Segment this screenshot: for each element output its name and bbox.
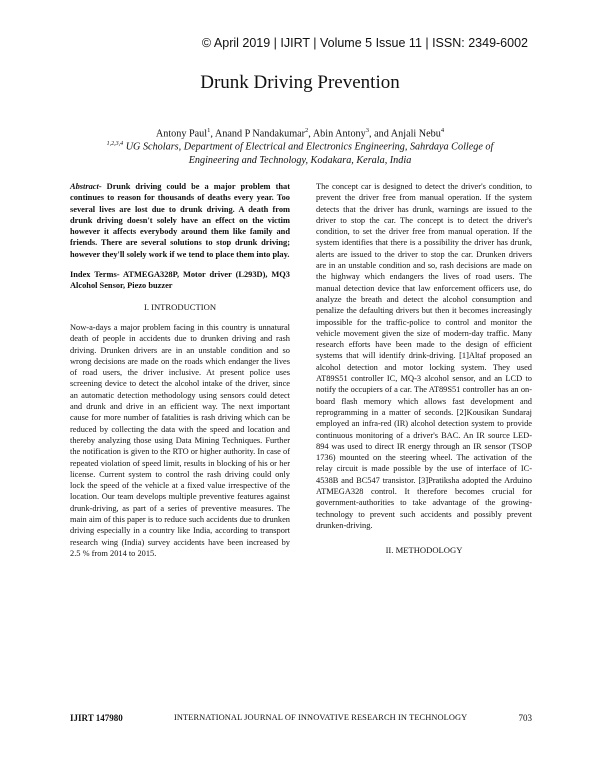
author-sup: 2: [305, 127, 309, 134]
author-sup: 1: [207, 127, 211, 134]
author-name: Antony Paul: [155, 128, 208, 140]
author-name: , and Anjali Nebu: [369, 128, 441, 140]
section-heading-introduction: I. INTRODUCTION: [143, 301, 217, 312]
author-name: , Abin Antony: [308, 128, 366, 140]
section-heading-methodology: II. METHODOLOGY: [385, 545, 463, 556]
abstract-label: Abstract-: [70, 182, 102, 191]
footer-paper-id: IJIRT 147980: [70, 713, 123, 723]
introduction-paragraph: Now-a-days a major problem facing in this country is unnatural death of people in accidents due to drunken driving and rash driving. Drunken drivers are in an unstable condition and so wrong decisions are made on the roads which endanger the lives of road users, the driver inclusive. At present police uses screening device to detect the alcohol intake of the driver, since an automatic detection methodology using sensors could detect and drunk and drive in an efficient way. The next important cause for more number of fatalities is rash driving which can be reduced by collecting the data with the speed and location and thereby analyzing those using Data Mining Techniques. Further the notification is given to the RTO or higher authority. In case of repeated violation of speed limit, results in blocking of his or her license. Current system to control the rash driving could only lock the speed of the vehicle at a fixed value irrespective of the location. Our team develops multiple preventive features against drunk-driving, as part of a series of preventive measures. The main aim of this paper is to reduce such accidents due to drunken driving especially in a country like India, according to transport research wing (India) survey accidents have been increased by 2.5 % from 2014 to 2015.: [70, 322, 290, 558]
footer-journal-name: INTERNATIONAL JOURNAL OF INNOVATIVE RESEARCH IN TECHNOLOGY: [174, 713, 468, 722]
index-terms: Index Terms- ATMEGA328P, Motor driver (L293D), MQ3 Alcohol Sensor, Piezo buzzer: [70, 270, 290, 291]
right-column: [316, 181, 532, 566]
affiliation-sup: 1,2,3,4: [106, 141, 124, 147]
abstract: [70, 181, 290, 260]
left-column: [70, 181, 290, 559]
author-sup: 3: [365, 127, 369, 134]
right-column-paragraph: The concept car is designed to detect the driver's condition, to prevent the driver free from manual operation. If the system detects that the driver has drunk, warnings are issued to the driver to stop the car. The concept is to detect the driver's condition, to set the driver free from manual operation. If the system identifies that there is a possibility the driver has drunk, alerts are issued to the driver to stop the car. Drunken drivers are in an unstable condition and so, rash decisions are made on the highway which endangers the lives of road users. The manual detection device that law enforcement officers use, do analyze the breath and detect the alcohol consumption and penalize the defaulting drivers but then it becomes increasingly impossible for the traffic-police to control and monitor the vehicle movement given the size of modern-day traffic. Many research efforts have been made to the design of efficient systems that will identify drink-driving. [1]Altaf proposed an alcohol detection and motor locking system. They used AT89S51 controller IC, MQ-3 alcohol sensor, and an LCD to notify the occupiers of a car. The AT89S51 controller has an on-board flash memory which allows fast development and reprogramming in a matter of seconds. [2]Kousikan Sundaraj employed an infra-red (IR) alcohol detection system to provide continuous monitoring of a driver's BAC. An IR source LED-894 was used to direct IR energy through an IR sensor (TSOP 1736) mounted on the steering wheel. The activation of the relay circuit is made possible by the use of interface of IC-4538B and BC547 transistor. [3]Pratiksha adopted the Arduino ATMEGA328 control. It therefore becomes crucial for government-authorities to take advantage of the growing-technology to prevent such accidents and possibly prevent drunken-driving.: [316, 182, 532, 530]
journal-citation-header: © April 2019 | IJIRT | Volume 5 Issue 11 | ISSN: 2349-6002: [201, 36, 528, 50]
author-affiliation: [100, 137, 500, 168]
author-sup: 4: [440, 127, 445, 134]
affiliation-text: UG Scholars, Department of Electrical and Electronics Engineering, Sahrdaya College of Engineering and Technology, Kodakara, Kerala, India: [125, 141, 494, 167]
author-name: , Anand P Nandakumar: [210, 128, 306, 140]
abstract-text: Drunk driving could be a major problem that continues to reason for thousands of deaths every year. Too several lives are lost due to drunk driving. A death from drunk driving doesn't solely have an effect on the victim however it affects everybody around them like family and friends. There are several solutions to stop drunk driving; however they'll solely work if we tend to place them into play.: [70, 182, 290, 259]
footer-page-number: 703: [518, 713, 532, 723]
paper-title: Drunk Driving Prevention: [200, 72, 400, 93]
